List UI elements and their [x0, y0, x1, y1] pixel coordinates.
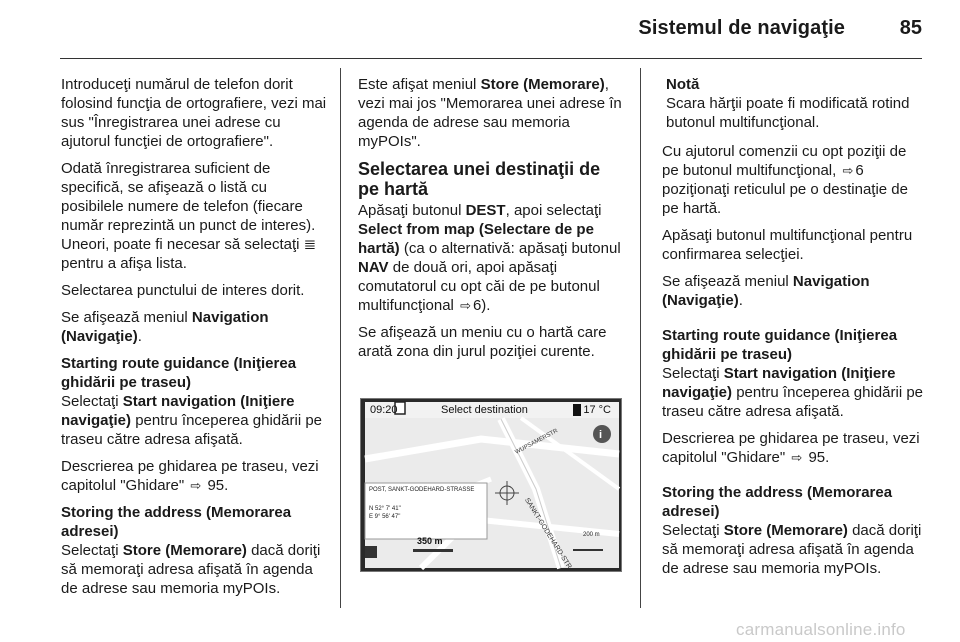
screen-title: Select destination: [441, 404, 528, 416]
paragraph: Se afişează un meniu cu o hartă care arată zona din jurul poziţiei curente.: [358, 324, 607, 360]
paragraph: Selectarea punctului de interes dorit.: [61, 282, 305, 299]
road-label: SANKT-GODEHARD-STR: [523, 497, 573, 571]
paragraph: Cu ajutorul comenzii cu opt poziţii de pe butonul multifuncţional, ⇨ 6 poziţionaţi reticulul pe o destinaţie de pe hartă.: [662, 143, 908, 217]
nav-screen-image: [360, 398, 622, 572]
column-2: [358, 75, 624, 369]
page-ref-icon: ⇨: [460, 298, 471, 313]
spacer: [662, 318, 924, 326]
longitude-label: E 9° 56' 47": [369, 514, 401, 520]
page-ref-icon: ⇨: [842, 163, 854, 178]
scale-bar-label: 200 m: [583, 532, 600, 538]
section-title: Selectarea unei destinaţii de pe hartă: [358, 159, 601, 199]
scale-label: 350 m: [417, 536, 443, 546]
clock-text: 09:20: [370, 404, 398, 416]
paragraph: Selectaţi Start navigation (Iniţiere navigaţie) pentru începerea ghidării pe traseu către adresa afişată.: [662, 365, 923, 420]
map-graphic: [361, 399, 622, 572]
paragraph: Apăsaţi butonul multifuncţional pentru confirmarea selecţiei.: [662, 227, 913, 263]
column-divider-1: [340, 68, 341, 608]
section-heading: Storing the address (Memorarea adresei): [662, 484, 893, 520]
paragraph: Selectaţi Start navigation (Iniţiere navigaţie) pentru începerea ghidării pe traseu către adresa afişată.: [61, 393, 322, 448]
section-heading: Storing the address (Memorarea adresei): [61, 504, 292, 540]
spacer: [662, 475, 924, 483]
page-number: 85: [899, 17, 922, 39]
paragraph: Se afişează meniul Navigation (Navigaţie).: [662, 273, 870, 309]
watermark-link[interactable]: carmanualsonline.info: [736, 620, 906, 639]
note-title: Notă: [666, 76, 700, 93]
page-header: [0, 0, 960, 60]
paragraph: Se afişează meniul Navigation (Navigaţie).: [61, 309, 269, 345]
paragraph: Descrierea pe ghidarea pe traseu, vezi capitolul "Ghidare" ⇨ 95.: [61, 458, 319, 494]
page-title: Sistemul de navigaţie: [638, 17, 845, 39]
note-box: [662, 75, 924, 132]
column-divider-2: [640, 68, 641, 608]
page-ref-icon: ⇨: [190, 478, 202, 493]
paragraph: Este afişat meniul Store (Memorare), vezi mai jos "Memorarea unei adrese în agenda de adrese sau memoria myPOIs".: [358, 76, 622, 150]
paragraph: Odată înregistrarea suficient de specifică, se afişează o listă cu posibilele numere de telefon (fiecare număr reprezintă un punct de interes). Uneori, poate fi necesar să selectaţi ≣ pentru a afişa lista.: [61, 160, 317, 272]
paragraph: Selectaţi Store (Memorare) dacă doriţi să memoraţi adresa afişată în agenda de adrese sau memoria myPOIs.: [662, 522, 922, 577]
svg-text:i: i: [599, 429, 603, 441]
column-1: [61, 75, 327, 606]
page-ref-icon: ⇨: [791, 450, 803, 465]
paragraph: Descrierea pe ghidarea pe traseu, vezi capitolul "Ghidare" ⇨ 95.: [662, 430, 920, 466]
note-text: Scara hărţii poate fi modificată rotind butonul multifuncţional.: [666, 95, 910, 131]
section-heading: Starting route guidance (Iniţierea ghidării pe traseu): [61, 355, 297, 391]
paragraph: Introduceţi numărul de telefon dorit folosind funcţia de ortografiere, vezi mai sus "Înregistrarea unei adrese cu ajutorul funcţiei de ortografiere".: [61, 76, 327, 150]
paragraph: Selectaţi Store (Memorare) dacă doriţi să memoraţi adresa afişată în agenda de adrese sau memoria myPOIs.: [61, 542, 321, 597]
temperature-text: 17 °C: [583, 404, 611, 416]
list-icon: ≣: [303, 236, 317, 253]
column-3: [662, 75, 924, 586]
paragraph: Apăsaţi butonul DEST, apoi selectaţi Select from map (Selectare de pe hartă) (ca o alternativă: apăsaţi butonul NAV de două ori, apoi apăsaţi comutatorul cu opt căi de pe butonul multifuncţional ⇨ 6).: [358, 202, 621, 314]
header-divider: [60, 58, 922, 59]
road-label: WUPSAMERSTR: [514, 428, 559, 456]
street-label: POST, SANKT-GODEHARD-STRASSE: [369, 487, 475, 493]
section-heading: Starting route guidance (Iniţierea ghidării pe traseu): [662, 327, 898, 363]
latitude-label: N 52° 7' 41": [369, 506, 401, 512]
